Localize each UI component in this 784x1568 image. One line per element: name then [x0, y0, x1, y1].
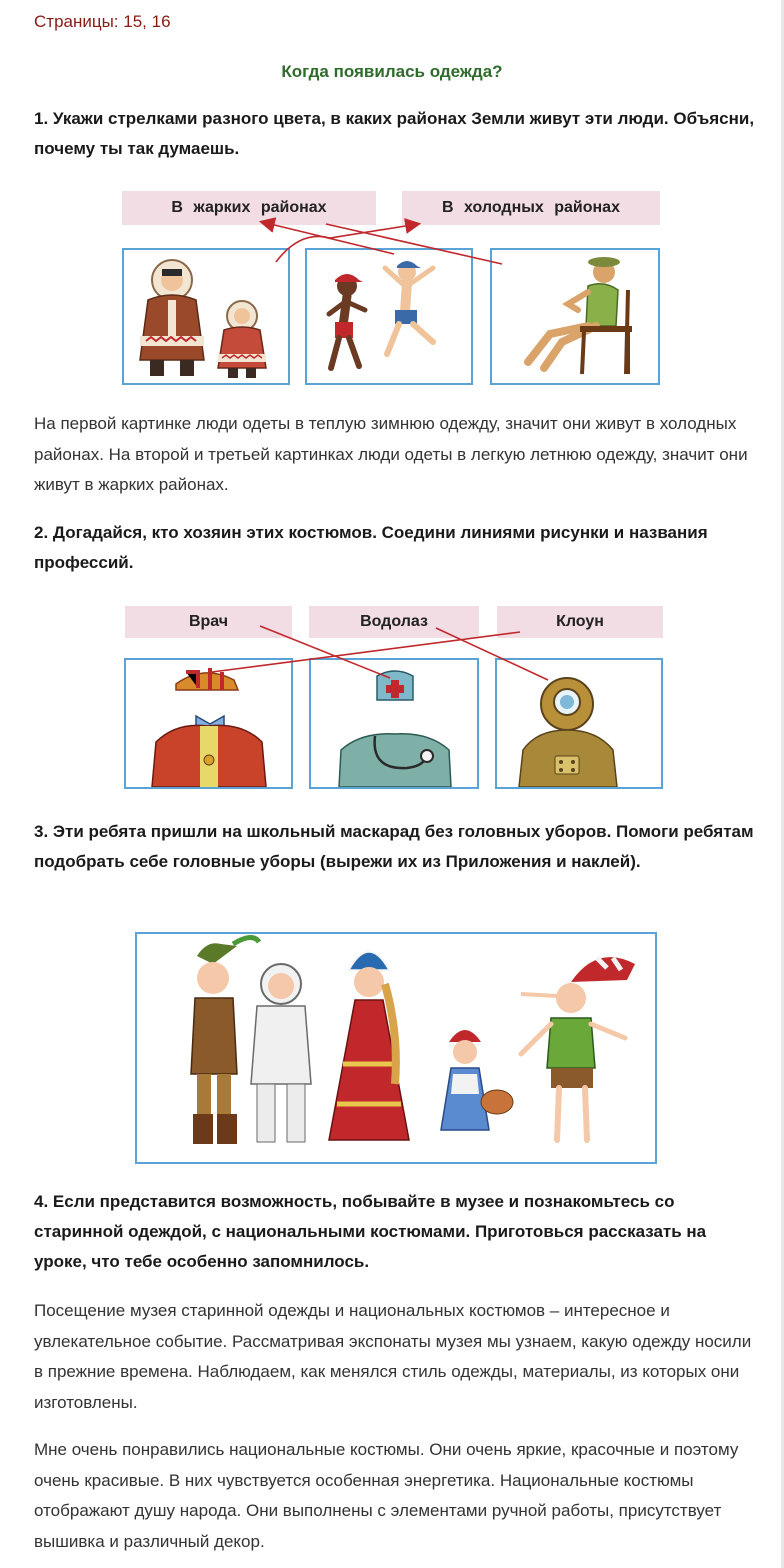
page-title: Когда появилась одежда? [281, 62, 503, 81]
label-diver [309, 606, 479, 638]
eskimos-illustration [124, 250, 288, 383]
task2-question: 2. Догадайся, кто хозяин этих костюмов. Соедини линиями рисунки и названия профессий. [34, 523, 708, 572]
picture-masquerade-kids [135, 932, 657, 1164]
task4-answer-paragraph-1: Посещение музея старинной одежды и национальных костюмов – интересное и увлекательное событие. Рассматривая экспонаты музея мы узнаем, какую одежду носили в прежние времена. Наблюдаем, как менялся стиль одежды, материалы, из которых они изготовлены. [34, 1301, 752, 1412]
picture-clown-costume [124, 658, 293, 789]
picture-running-boys [305, 248, 473, 385]
picture-sitting-man [490, 248, 660, 385]
task1-answer: На первой картинке люди одеты в теплую зимнюю одежду, значит они живут в холодных районах. На второй и третьей картинках люди одеты в легкую летнюю одежду, значит они живут в жарких районах. [34, 414, 748, 494]
running-boys-illustration [307, 250, 471, 383]
masquerade-kids-illustration [137, 934, 655, 1162]
label-cold-regions [402, 191, 660, 225]
task3-question: 3. Эти ребята пришли на школьный маскарад без головных уборов. Помоги ребятам подобрать себе головные уборы (вырежи их из Приложения и наклей). [34, 822, 754, 871]
doctor-costume-illustration [311, 660, 477, 787]
label-clown [497, 606, 663, 638]
label-diver-text: Водолаз [360, 613, 428, 630]
diver-costume-illustration [497, 660, 661, 787]
task4-question: 4. Если представится возможность, побывайте в музее и познакомьтесь со старинной одеждой, с национальными костюмами. Приготовься рассказать на уроке, что тебе особенно запомнилось. [34, 1192, 707, 1271]
clown-costume-illustration [126, 660, 291, 787]
label-hot-regions [122, 191, 376, 225]
task1-question: 1. Укажи стрелками разного цвета, в каких районах Земли живут эти люди. Объясни, почему ты так думаешь. [34, 109, 755, 158]
label-clown-text: Клоун [556, 613, 604, 630]
label-doctor [125, 606, 292, 638]
task4-answer-paragraph-2: Мне очень понравились национальные костюмы. Они очень яркие, красочные и поэтому очень красивые. В них чувствуется особенная энергетика. Национальные костюмы отображают душу народа. Они выполнены с элементами ручной работы, присутствует вышивка и различный декор. [34, 1440, 739, 1551]
picture-eskimos [122, 248, 290, 385]
label-cold-text: В холодных районах [442, 199, 620, 216]
label-hot-text: В жарких районах [171, 199, 327, 216]
label-doctor-text: Врач [188, 613, 229, 630]
picture-doctor-costume [309, 658, 479, 789]
picture-diver-costume [495, 658, 663, 789]
pages-indicator: Страницы: 15, 16 [34, 12, 171, 31]
sitting-man-illustration [492, 250, 658, 383]
